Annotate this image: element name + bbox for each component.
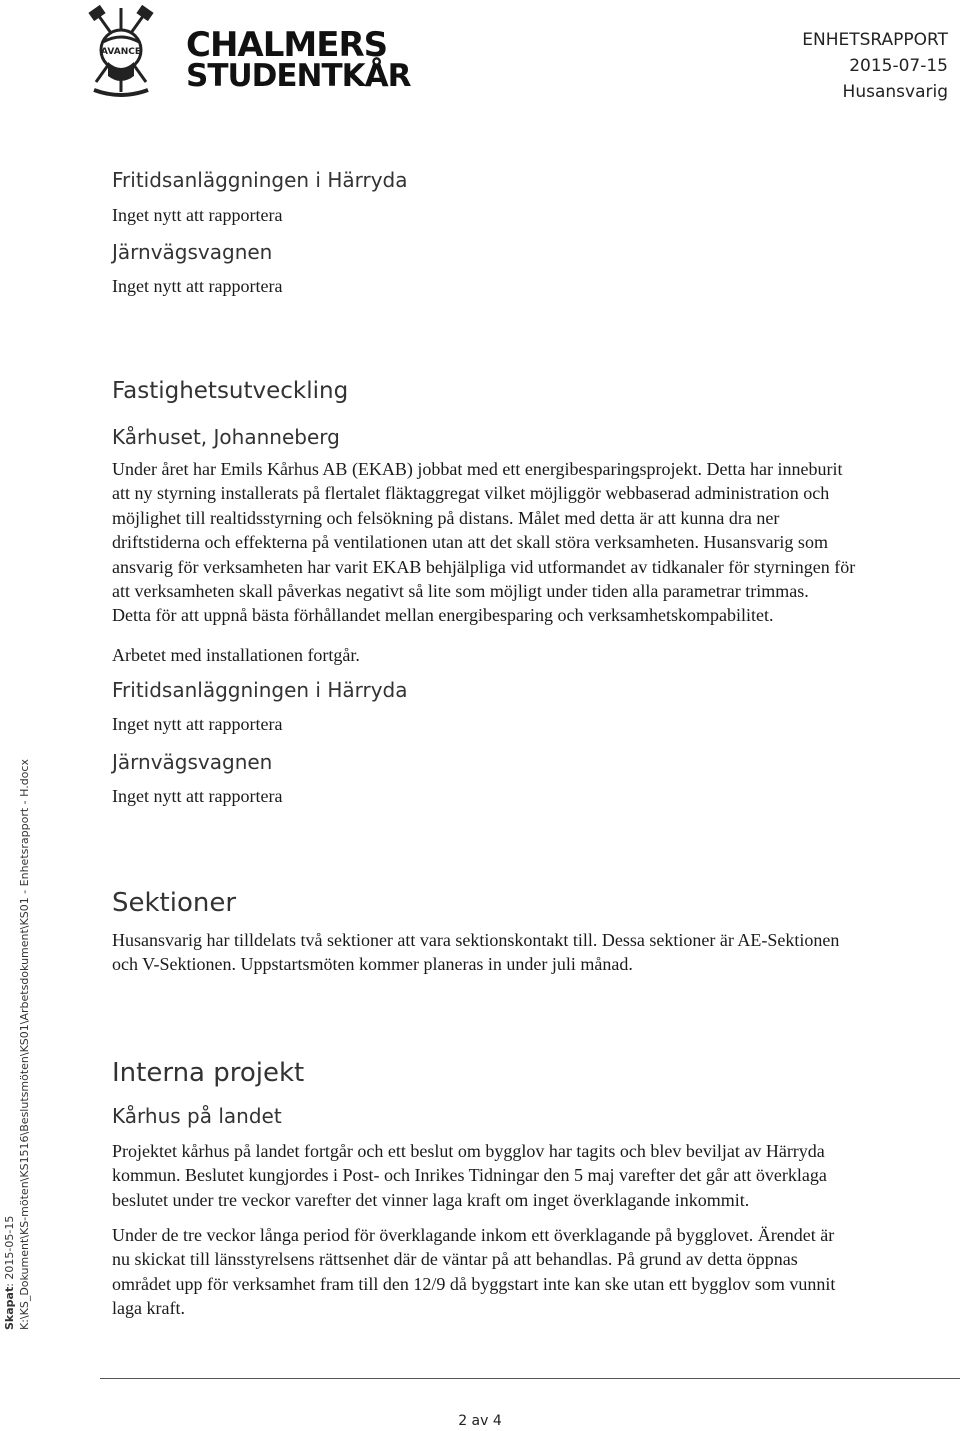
section-heading-sektioner: Sektioner bbox=[112, 888, 237, 918]
landet-line: Projektet kårhus på landet fortgår och ett beslut om bygglov har tagits och blev beviljat av Härryda bbox=[112, 1141, 825, 1161]
created-value: : 2015-05-15 bbox=[3, 1215, 16, 1287]
section-heading-jarnvag-1: Järnvägsvagnen bbox=[112, 240, 273, 264]
landet-line: beslutet under tre veckor varefter det vinner laga kraft om inget överklagande inkommit. bbox=[112, 1189, 750, 1210]
landet-line: Under de tre veckor långa period för överklagande inkom ett överklagande på bygglovet. Ärendet är bbox=[112, 1225, 835, 1245]
section-heading-fritid-1: Fritidsanläggningen i Härryda bbox=[112, 168, 408, 192]
landet-line: laga kraft. bbox=[112, 1298, 185, 1319]
karhuset-line: Under året har Emils Kårhus AB (EKAB) jobbat med ett energibesparingsprojekt. Detta har inneburit bbox=[112, 459, 843, 479]
section-text-fritid-1: Inget nytt att rapportera bbox=[112, 205, 283, 225]
document-path: K:\KS_Dokument\KS-möten\KS1516\Beslutsmöten\KS01\Arbetsdokument\KS01 - Enhetsrapport - H.docx bbox=[18, 759, 31, 1330]
karhuset-paragraph bbox=[112, 457, 948, 628]
svg-text:AVANCE: AVANCE bbox=[101, 47, 141, 57]
logo-text-studentkar: STUDENTKÅR bbox=[186, 58, 411, 94]
karhuset-line: ansvarig för verksamheten har varit EKAB behjälpliga vid utformandet av tidkanaler för styrningen för bbox=[112, 556, 856, 577]
karhuset-paragraph-2: Arbetet med installationen fortgår. bbox=[112, 645, 360, 665]
landet-paragraph-1 bbox=[112, 1139, 948, 1212]
landet-line: nu skickat till länsstyrelsens rättsenhet där de väntar på att behandlas. På grund av detta öppnas bbox=[112, 1249, 798, 1270]
section-text-jarnvag-2: Inget nytt att rapportera bbox=[112, 786, 283, 806]
section-heading-fastighetsutveckling: Fastighetsutveckling bbox=[112, 378, 349, 404]
logo-text-chalmers: CHALMERS bbox=[186, 25, 388, 65]
karhuset-line: möjlighet till realtidsstyrning och felsökning på distans. Målet med detta är att kunna dra ner bbox=[112, 507, 780, 528]
created-date-line bbox=[2, 759, 17, 1330]
report-header-meta bbox=[802, 27, 948, 105]
sektioner-line: och V-Sektionen. Uppstartsmöten kommer planeras in under juli månad. bbox=[112, 954, 633, 975]
sektioner-line: Husansvarig har tilldelats två sektioner att vara sektionskontakt till. Dessa sektioner är AE-Sektionen bbox=[112, 930, 840, 950]
section-heading-fritid-2: Fritidsanläggningen i Härryda bbox=[112, 678, 408, 702]
landet-line: området upp för verksamhet fram till den 12/9 då byggstart inte kan ske utan ett bygglov som vunnit bbox=[112, 1273, 836, 1294]
landet-paragraph-2 bbox=[112, 1223, 948, 1321]
section-heading-karhuset: Kårhuset, Johanneberg bbox=[112, 425, 340, 449]
created-label: Skapat bbox=[3, 1286, 16, 1330]
footer-divider bbox=[100, 1378, 960, 1379]
report-type: ENHETSRAPPORT bbox=[802, 30, 948, 50]
section-heading-karhus-landet: Kårhus på landet bbox=[112, 1104, 282, 1128]
sektioner-paragraph bbox=[112, 928, 948, 977]
section-heading-jarnvag-2: Järnvägsvagnen bbox=[112, 750, 273, 774]
section-text-fritid-2: Inget nytt att rapportera bbox=[112, 714, 283, 734]
page-number: 2 av 4 bbox=[458, 1413, 502, 1429]
section-text-jarnvag-1: Inget nytt att rapportera bbox=[112, 276, 283, 296]
karhuset-line: att ny styrning installerats på flertalet fläktaggregat vilket möjliggör webbaserad administration och bbox=[112, 483, 830, 504]
chalmers-studentkar-logo bbox=[86, 4, 411, 104]
karhuset-line: Detta för att uppnå bästa förhållandet mellan energibesparing och verksamhetskompabilitet. bbox=[112, 605, 774, 626]
logo-emblem-icon bbox=[86, 4, 411, 104]
karhuset-line: att verksamheten skall påverkas negativt så lite som möjligt under tiden alla parametrar trimmas. bbox=[112, 581, 809, 602]
landet-line: kommun. Beslutet kungjordes i Post- och Inrikes Tidningar den 5 maj varefter det går att överklaga bbox=[112, 1165, 827, 1186]
report-unit: Husansvarig bbox=[842, 82, 948, 102]
section-heading-interna-projekt: Interna projekt bbox=[112, 1058, 305, 1088]
document-path-sidebar bbox=[2, 759, 32, 1330]
karhuset-line: driftstiderna och effekterna på ventilationen utan att det skall störa verksamheten. Husansvarig som bbox=[112, 532, 828, 553]
report-date: 2015-07-15 bbox=[849, 56, 948, 76]
